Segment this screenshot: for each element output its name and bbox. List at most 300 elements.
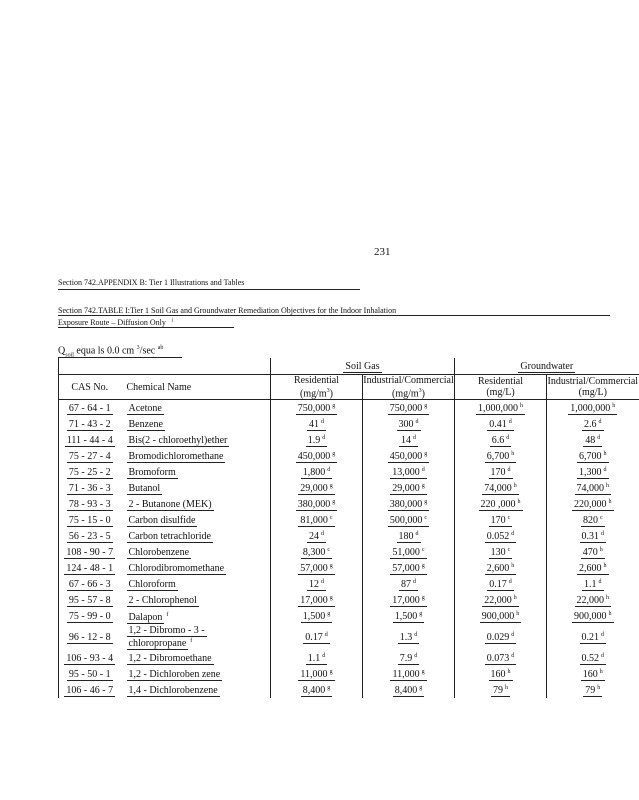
groundwater-industrial-value-wrap <box>575 483 612 495</box>
soil-gas-industrial-cell <box>363 512 455 528</box>
soil-gas-residential-value-wrap <box>301 685 333 697</box>
col-header-cas: CAS No. <box>59 375 121 400</box>
soil-gas-residential-footnote: d <box>322 434 326 441</box>
chemical-name-cell <box>121 480 271 496</box>
soil-gas-industrial-value-wrap <box>399 579 418 591</box>
chemical-name: Carbon tetrachloride <box>128 530 211 542</box>
groundwater-residential-value: 6,700 <box>486 450 510 462</box>
soil-gas-residential-footnote: d <box>321 418 324 425</box>
col-header-gw-res-unit: (mg/L) <box>486 387 515 399</box>
soil-gas-residential-footnote: g <box>332 498 336 505</box>
groundwater-industrial-footnote: h <box>606 482 610 489</box>
groundwater-residential-footnote: h <box>505 684 509 691</box>
groundwater-residential-cell <box>455 480 547 496</box>
groundwater-residential-value: 170 <box>490 514 506 526</box>
soil-gas-industrial-cell <box>363 592 455 608</box>
chemical-name-wrap <box>127 467 271 478</box>
soil-gas-residential-value: 8,400 <box>302 684 326 696</box>
soil-gas-residential-value: 41 <box>309 418 319 430</box>
soil-gas-residential-value: 81,000 <box>300 514 328 526</box>
table-row <box>59 608 639 624</box>
chemical-name-cell <box>121 560 271 576</box>
groundwater-industrial-cell <box>547 528 639 544</box>
soil-gas-residential-footnote: g <box>332 402 336 409</box>
soil-gas-industrial-cell <box>363 464 455 480</box>
cas-cell <box>59 592 121 608</box>
soil-gas-industrial-value: 450,000 <box>389 450 423 462</box>
chemical-name-cell <box>121 448 271 464</box>
col-header-sg-res-unit-end: ) <box>329 388 333 400</box>
groundwater-residential-cell <box>455 576 547 592</box>
soil-gas-residential-cell <box>271 608 363 624</box>
table-row <box>59 496 639 512</box>
groundwater-industrial-value: 2.6 <box>584 418 597 430</box>
chemical-name-cell <box>121 512 271 528</box>
soil-gas-industrial-footnote: d <box>421 466 425 473</box>
soil-gas-industrial-value-wrap <box>399 435 418 447</box>
table-heading-line-2 <box>58 318 173 327</box>
groundwater-industrial-value: 22,000 <box>576 594 605 606</box>
soil-gas-residential-value: 1.9 <box>307 434 321 446</box>
soil-gas-residential-value-wrap <box>296 451 338 463</box>
cas-number: 56 - 23 - 5 <box>68 530 111 542</box>
groundwater-residential-value-wrap <box>485 451 517 463</box>
table-row <box>59 650 639 666</box>
groundwater-residential-footnote: d <box>506 434 510 441</box>
groundwater-industrial-footnote: h <box>608 498 612 505</box>
soil-gas-residential-cell <box>271 464 363 480</box>
groundwater-residential-value: 0.17 <box>489 578 507 590</box>
col-header-gw-ind-unit: (mg/L) <box>578 387 607 399</box>
soil-gas-residential-value: 1.1 <box>307 652 321 664</box>
cas-number: 75 - 15 - 0 <box>68 514 111 526</box>
soil-gas-industrial-footnote: d <box>415 530 419 537</box>
col-header-sg-res-unit: (mg/m <box>299 388 327 400</box>
chemical-name: Chlorodibromomethane <box>128 562 225 574</box>
soil-gas-industrial-value-wrap <box>390 563 427 575</box>
groundwater-residential-cell <box>455 624 547 650</box>
soil-gas-residential-footnote: d <box>322 652 326 659</box>
groundwater-industrial-value: 1,300 <box>579 466 602 478</box>
soil-gas-residential-cell <box>271 592 363 608</box>
groundwater-industrial-value: 900,000 <box>574 610 607 622</box>
soil-gas-industrial-value-wrap <box>393 611 425 623</box>
col-header-gw-res <box>455 375 547 400</box>
soil-gas-industrial-value-wrap <box>397 419 421 431</box>
soil-gas-industrial-value-wrap <box>390 483 427 495</box>
cas-number: 75 - 99 - 0 <box>68 610 111 622</box>
groundwater-residential-value: 1,000,000 <box>478 402 519 414</box>
groundwater-residential-value-wrap <box>489 547 513 559</box>
groundwater-industrial-footnote: h <box>603 562 607 569</box>
col-header-gw-res-label: Residential <box>478 376 524 388</box>
table-row <box>59 480 639 496</box>
soil-gas-residential-value-wrap <box>298 595 335 607</box>
chemical-name: 1,4 - Dichlorobenzene <box>128 684 218 696</box>
soil-gas-industrial-footnote: c <box>424 514 428 521</box>
chemical-name: Benzene <box>128 418 163 430</box>
groundwater-industrial-cell <box>547 624 639 650</box>
qsoil-text: equa ls 0.0 cm <box>76 345 135 357</box>
header-blank-cas <box>59 358 121 375</box>
section-heading: Section 742.APPENDIX B: Tier 1 Illustrations and Tables <box>58 278 245 287</box>
chemical-name-wrap <box>127 685 271 696</box>
groundwater-residential-footnote: d <box>508 578 512 585</box>
chemical-name-wrap <box>127 403 271 414</box>
soil-gas-industrial-value: 500,000 <box>389 514 423 526</box>
groundwater-industrial-value-wrap <box>577 467 609 479</box>
groundwater-residential-value-wrap <box>485 632 517 644</box>
groundwater-industrial-value-wrap <box>580 531 607 543</box>
soil-gas-industrial-cell <box>363 666 455 682</box>
groundwater-residential-value: 6.6 <box>491 434 505 446</box>
groundwater-residential-value-wrap <box>482 483 519 495</box>
soil-gas-industrial-cell <box>363 560 455 576</box>
soil-gas-residential-footnote: c <box>327 546 331 553</box>
soil-gas-industrial-cell <box>363 528 455 544</box>
groundwater-industrial-footnote: h <box>608 610 612 617</box>
chemical-name-wrap <box>127 595 271 606</box>
col-header-sg-res-unit-sup: 3 <box>326 388 330 394</box>
soil-gas-industrial-value: 380,000 <box>389 498 423 510</box>
groundwater-industrial-value-wrap <box>583 435 602 447</box>
col-header-sg-res-label: Residential <box>294 375 339 386</box>
soil-gas-industrial-value-wrap <box>390 669 426 681</box>
groundwater-residential-value-wrap <box>490 435 512 447</box>
soil-gas-industrial-value: 17,000 <box>392 594 420 606</box>
groundwater-residential-value-wrap <box>485 531 517 543</box>
group-groundwater-label: Groundwater <box>520 360 574 372</box>
soil-gas-industrial-footnote: g <box>421 668 425 675</box>
soil-gas-residential-footnote: g <box>332 450 336 457</box>
soil-gas-industrial-footnote: g <box>424 498 428 505</box>
soil-gas-industrial-value: 180 <box>398 530 414 542</box>
groundwater-residential-cell <box>455 464 547 480</box>
soil-gas-residential-value-wrap <box>298 563 335 575</box>
chemical-name-cell <box>121 432 271 448</box>
groundwater-residential-value-wrap <box>479 499 523 511</box>
soil-gas-industrial-value-wrap <box>398 632 420 644</box>
groundwater-residential-value-wrap <box>491 685 510 697</box>
soil-gas-industrial-value: 7.9 <box>399 652 413 664</box>
groundwater-residential-value: 0.029 <box>486 631 510 643</box>
soil-gas-residential-value-wrap <box>303 632 330 644</box>
cas-cell <box>59 512 121 528</box>
groundwater-industrial-value-wrap <box>580 653 607 665</box>
chemical-name: Bis(2 - chloroethyl)ether <box>128 434 228 446</box>
groundwater-residential-value: 2,600 <box>486 562 510 574</box>
table-body <box>59 400 639 699</box>
groundwater-industrial-value: 6,700 <box>579 450 602 462</box>
table-heading-line-1: Section 742.TABLE I:Tier 1 Soil Gas and Groundwater Remediation Objectives for the Indoor Inhalation <box>58 306 397 315</box>
table-row <box>59 512 639 528</box>
groundwater-residential-value-wrap <box>480 611 522 623</box>
chemical-name-wrap <box>127 610 271 623</box>
chemical-name-cell <box>121 576 271 592</box>
soil-gas-residential-value-wrap <box>298 483 335 495</box>
soil-gas-industrial-value: 300 <box>398 418 414 430</box>
remediation-table-wrapper <box>58 358 639 714</box>
cas-cell <box>59 560 121 576</box>
groundwater-industrial-footnote: h <box>599 668 603 675</box>
groundwater-residential-footnote: d <box>507 466 511 473</box>
chemical-name-wrap <box>127 625 271 649</box>
groundwater-residential-cell <box>455 608 547 624</box>
groundwater-industrial-value: 470 <box>582 546 598 558</box>
soil-gas-residential-value: 380,000 <box>297 498 331 510</box>
groundwater-residential-value-wrap <box>485 653 517 665</box>
soil-gas-industrial-value-wrap <box>397 531 421 543</box>
header-blank-name <box>121 358 271 375</box>
table-heading-rule-1 <box>58 315 610 316</box>
soil-gas-industrial-footnote: d <box>414 631 418 638</box>
groundwater-industrial-value: 74,000 <box>576 482 605 494</box>
cas-number: 96 - 12 - 8 <box>68 631 111 643</box>
chemical-name: 1,2 - Dibromo - 3 - <box>128 625 205 637</box>
groundwater-industrial-footnote: d <box>598 418 602 425</box>
groundwater-residential-cell <box>455 432 547 448</box>
groundwater-industrial-cell <box>547 592 639 608</box>
groundwater-residential-cell <box>455 416 547 432</box>
groundwater-residential-value: 0.073 <box>486 652 510 664</box>
soil-gas-industrial-cell <box>363 544 455 560</box>
groundwater-residential-footnote: h <box>511 562 515 569</box>
col-header-sg-ind-unit-end: ) <box>421 388 426 400</box>
soil-gas-residential-cell <box>271 496 363 512</box>
soil-gas-residential-value-wrap <box>307 531 326 543</box>
table-row <box>59 464 639 480</box>
groundwater-industrial-value: 1.1 <box>584 578 597 590</box>
chemical-name-wrap <box>127 563 271 574</box>
col-header-sg-ind-label: Industrial/Commercial <box>363 375 454 386</box>
cas-number: 95 - 50 - 1 <box>68 668 111 680</box>
cas-cell <box>59 576 121 592</box>
page-number: 231 <box>374 246 391 258</box>
col-header-name: Chemical Name <box>126 381 192 393</box>
soil-gas-residential-footnote: g <box>329 562 333 569</box>
groundwater-industrial-footnote: d <box>601 652 605 659</box>
groundwater-industrial-cell <box>547 666 639 682</box>
chemical-name-cell <box>121 592 271 608</box>
groundwater-industrial-cell <box>547 448 639 464</box>
soil-gas-residential-value-wrap <box>301 547 332 559</box>
soil-gas-industrial-cell <box>363 608 455 624</box>
chemical-name: 1,2 - Dichloroben zene <box>128 668 221 680</box>
soil-gas-residential-value-wrap <box>296 403 338 415</box>
groundwater-industrial-cell <box>547 608 639 624</box>
soil-gas-residential-footnote: c <box>329 514 333 521</box>
groundwater-residential-cell <box>455 496 547 512</box>
groundwater-residential-footnote: h <box>517 498 521 505</box>
cas-cell <box>59 496 121 512</box>
chemical-name-wrap <box>127 435 271 446</box>
groundwater-industrial-cell <box>547 480 639 496</box>
soil-gas-residential-cell <box>271 400 363 417</box>
groundwater-residential-footnote: d <box>511 652 515 659</box>
cas-cell <box>59 650 121 666</box>
groundwater-industrial-footnote: h <box>597 684 601 691</box>
groundwater-industrial-footnote: d <box>597 434 601 441</box>
soil-gas-industrial-value: 57,000 <box>392 562 420 574</box>
soil-gas-residential-footnote: g <box>327 610 331 617</box>
soil-gas-residential-cell <box>271 560 363 576</box>
table-row <box>59 544 639 560</box>
soil-gas-industrial-footnote: g <box>419 610 423 617</box>
groundwater-residential-value: 130 <box>490 546 506 558</box>
soil-gas-industrial-value: 87 <box>401 578 411 590</box>
groundwater-industrial-value: 820 <box>582 514 598 526</box>
soil-gas-industrial-footnote: d <box>413 434 416 441</box>
groundwater-industrial-cell <box>547 400 639 417</box>
cas-number: 108 - 90 - 7 <box>66 546 114 558</box>
groundwater-residential-footnote: c <box>507 514 511 521</box>
groundwater-residential-value: 79 <box>493 684 504 696</box>
groundwater-industrial-value-wrap <box>572 499 614 511</box>
groundwater-residential-cell <box>455 560 547 576</box>
qsoil-text-2: /sec <box>139 345 156 357</box>
groundwater-industrial-value-wrap <box>581 669 605 681</box>
table-row <box>59 400 639 417</box>
cas-number: 75 - 27 - 4 <box>68 450 111 462</box>
soil-gas-residential-footnote: g <box>329 594 333 601</box>
cas-number: 106 - 46 - 7 <box>66 684 114 696</box>
soil-gas-residential-footnote: d <box>321 530 324 537</box>
cas-cell <box>59 480 121 496</box>
soil-gas-residential-footnote: d <box>327 466 331 473</box>
table-row <box>59 624 639 650</box>
cas-number: 111 - 44 - 4 <box>66 434 113 446</box>
soil-gas-residential-cell <box>271 666 363 682</box>
soil-gas-residential-footnote: d <box>324 631 328 638</box>
groundwater-residential-cell <box>455 682 547 698</box>
soil-gas-industrial-value: 1.3 <box>399 631 413 643</box>
soil-gas-residential-value: 450,000 <box>297 450 331 462</box>
groundwater-industrial-footnote: d <box>603 466 607 473</box>
groundwater-residential-value-wrap <box>489 467 513 479</box>
groundwater-industrial-value: 79 <box>585 684 596 696</box>
groundwater-industrial-value-wrap <box>575 595 612 607</box>
groundwater-industrial-footnote: h <box>612 402 616 409</box>
groundwater-industrial-value: 1,000,000 <box>570 402 611 414</box>
chemical-name: Chloroform <box>128 578 176 590</box>
soil-gas-residential-value-wrap <box>298 669 334 681</box>
soil-gas-industrial-cell <box>363 416 455 432</box>
groundwater-residential-value-wrap <box>485 563 517 575</box>
soil-gas-industrial-cell <box>363 400 455 417</box>
groundwater-industrial-cell <box>547 544 639 560</box>
qsoil-sup-2: ab <box>157 345 164 351</box>
remediation-table <box>58 358 639 698</box>
groundwater-industrial-footnote: h <box>606 594 610 601</box>
chemical-name-cell <box>121 528 271 544</box>
chemical-name: Bromoform <box>128 466 176 478</box>
col-header-sg-ind <box>363 375 455 400</box>
soil-gas-industrial-footnote: g <box>424 402 428 409</box>
soil-gas-residential-value: 17,000 <box>300 594 328 606</box>
groundwater-residential-footnote: h <box>507 668 511 675</box>
table-row <box>59 416 639 432</box>
groundwater-residential-value: 0.41 <box>489 418 507 430</box>
table-row <box>59 448 639 464</box>
chemical-name: Acetone <box>128 402 162 414</box>
soil-gas-industrial-value-wrap <box>390 467 427 479</box>
soil-gas-residential-cell <box>271 432 363 448</box>
chemical-name: Butanol <box>128 482 161 494</box>
cas-cell <box>59 448 121 464</box>
soil-gas-industrial-value-wrap <box>388 451 430 463</box>
soil-gas-residential-cell <box>271 512 363 528</box>
groundwater-residential-cell <box>455 544 547 560</box>
chemical-name-wrap <box>127 419 271 430</box>
soil-gas-industrial-footnote: g <box>419 684 423 691</box>
soil-gas-residential-value-wrap <box>306 435 328 447</box>
groundwater-residential-footnote: h <box>520 402 524 409</box>
table-row <box>59 560 639 576</box>
groundwater-residential-cell <box>455 650 547 666</box>
cas-cell <box>59 432 121 448</box>
chemical-name: Carbon disulfide <box>128 514 196 526</box>
soil-gas-industrial-cell <box>363 576 455 592</box>
cas-cell <box>59 682 121 698</box>
qsoil-sub: soil <box>65 352 74 359</box>
cas-cell <box>59 400 121 417</box>
cas-number: 75 - 25 - 2 <box>68 466 111 478</box>
chemical-name-cell <box>121 496 271 512</box>
chemical-name-wrap <box>127 579 271 590</box>
groundwater-residential-value-wrap <box>487 579 514 591</box>
groundwater-industrial-cell <box>547 512 639 528</box>
col-header-sg-res <box>271 375 363 400</box>
groundwater-industrial-value-wrap <box>581 515 605 527</box>
chemical-name-cell <box>121 682 271 698</box>
groundwater-industrial-value: 2,600 <box>579 562 602 574</box>
section-heading-rule <box>58 289 360 290</box>
cas-cell <box>59 528 121 544</box>
soil-gas-industrial-value-wrap <box>388 515 429 527</box>
soil-gas-residential-cell <box>271 624 363 650</box>
chemical-name: 1,2 - Dibromoethane <box>128 652 212 664</box>
soil-gas-residential-cell <box>271 416 363 432</box>
table-row <box>59 576 639 592</box>
soil-gas-industrial-footnote: c <box>421 546 425 553</box>
soil-gas-industrial-footnote: d <box>415 418 419 425</box>
groundwater-residential-cell <box>455 666 547 682</box>
groundwater-industrial-cell <box>547 416 639 432</box>
soil-gas-industrial-cell <box>363 448 455 464</box>
soil-gas-residential-footnote: g <box>329 668 333 675</box>
group-soil-gas-label: Soil Gas <box>345 360 380 372</box>
soil-gas-industrial-footnote: d <box>413 578 416 585</box>
soil-gas-industrial-footnote: d <box>414 652 418 659</box>
chemical-name-footnote: f <box>190 638 193 645</box>
soil-gas-industrial-value-wrap <box>390 547 426 559</box>
groundwater-industrial-value: 0.52 <box>581 652 600 664</box>
table-heading-rule-2 <box>58 327 234 328</box>
soil-gas-residential-value: 1,800 <box>302 466 326 478</box>
col-header-gw-ind <box>547 375 639 400</box>
soil-gas-residential-value-wrap <box>296 499 338 511</box>
groundwater-industrial-value: 160 <box>582 668 598 680</box>
soil-gas-industrial-value: 13,000 <box>392 466 420 478</box>
groundwater-residential-value: 0.052 <box>486 530 510 542</box>
groundwater-residential-cell <box>455 528 547 544</box>
groundwater-residential-footnote: h <box>516 610 520 617</box>
col-header-gw-ind-label: Industrial/Commercial <box>547 376 639 388</box>
soil-gas-residential-value: 57,000 <box>300 562 328 574</box>
table-row <box>59 666 639 682</box>
chemical-name-cell <box>121 666 271 682</box>
cas-cell <box>59 416 121 432</box>
